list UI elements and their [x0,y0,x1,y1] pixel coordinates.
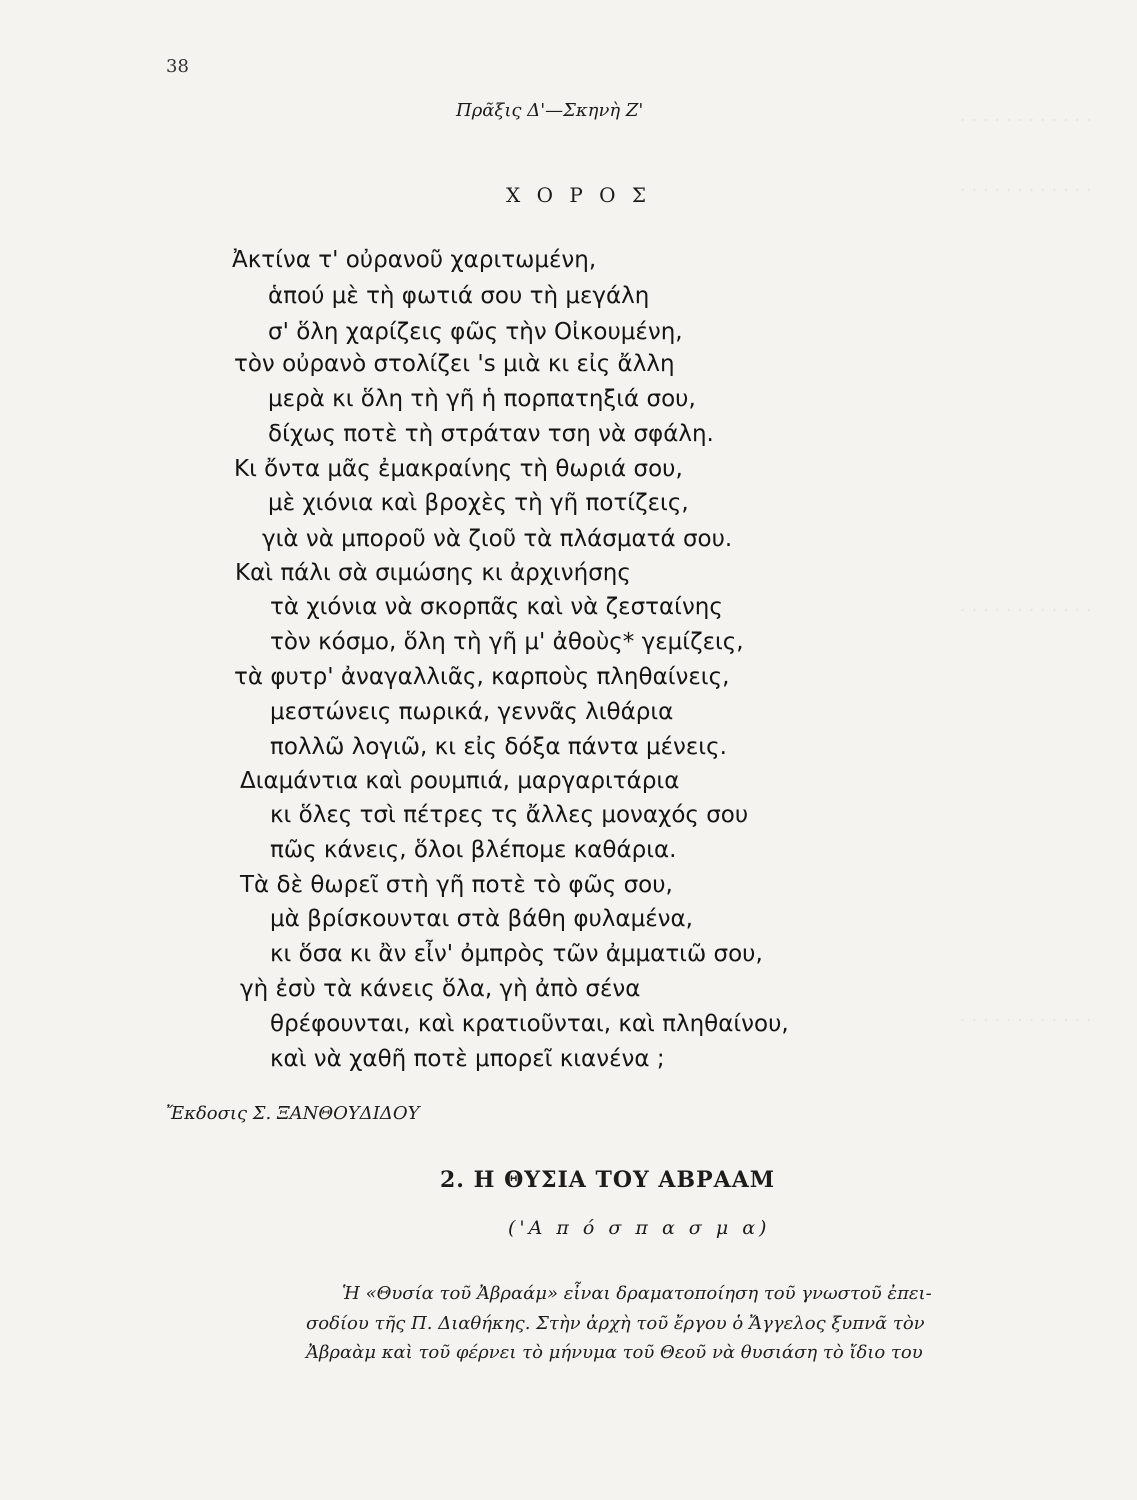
poem-line: Κι ὄντα μᾶς ἐμακραίνης τὴ θωριά σου, [234,456,683,482]
poem-line: Καὶ πάλι σὰ σιμώσης κι ἀρχινήσης [235,560,631,586]
poem-line: μὲ χιόνια καὶ βροχὲς τὴ γῆ ποτίζεις, [268,490,689,516]
poem-line: γὴ ἐσὺ τὰ κάνεις ὅλα, γὴ ἀπὸ σένα [240,976,641,1002]
section-title: 2. Η ΘΥΣΙΑ ΤΟΥ ΑΒΡΑΑΜ [440,1167,776,1193]
poem-line: πῶς κάνεις, ὅλοι βλέπομε καθάρια. [270,837,677,863]
running-head: Πρᾶξις Δ'—Σκηνὴ Ζ' [456,100,644,121]
poem-line: Ἀκτίνα τ' οὐρανοῦ χαριτωμένη, [232,247,597,273]
poem-line: Διαμάντια καὶ ρουμπιά, μαργαριτάρια [240,768,680,794]
poem-line: ἁπού μὲ τὴ φωτιά σου τὴ μεγάλη [268,283,650,309]
intro-line: Ἀβραὰμ καὶ τοῦ φέρνει τὸ μήνυμα τοῦ Θεοῦ νὰ θυσιάση τὸ ἴδιο του [306,1342,923,1363]
poem-line: σ' ὅλη χαρίζεις φῶς τὴν Οἰκουμένη, [268,319,683,345]
section-subtitle: ('Α π ό σ π α σ μ α) [508,1217,771,1239]
poem-line: τὰ φυτρ' ἀναγαλλιᾶς, καρποὺς πληθαίνεις, [234,664,730,690]
poem-line: μὰ βρίσκουνται στὰ βάθη φυλαμένα, [270,906,693,932]
edition-credit: Ἔκδοσις Σ. ΞΑΝΘΟΥΔΙΔΟΥ [166,1103,420,1124]
reverse-side-bleed-through: · · · · · · · · · · · · · · · · · · · · · · · · · · · · · · · · · · · · · · · · · · · · · · · · [960,110,1092,1031]
poem-line: Τὰ δὲ θωρεῖ στὴ γῆ ποτὲ τὸ φῶς σου, [240,872,673,898]
poem-line: κι ὅλες τσὶ πέτρες τς ἄλλες μοναχός σου [270,802,749,828]
poem-line: γιὰ νὰ μποροῦ νὰ ζιοῦ τὰ πλάσματά σου. [262,526,733,552]
poem-line: τὰ χιόνια νὰ σκορπᾶς καὶ νὰ ζεσταίνης [270,594,723,620]
poem-line: μεστώνεις πωρικά, γεννᾶς λιθάρια [270,699,674,725]
chorus-heading: Χ Ο Ρ Ο Σ [506,183,652,207]
poem-line: τὸν κόσμο, ὅλη τὴ γῆ μ' ἀθοὺς* γεμίζεις, [270,629,744,655]
page-number: 38 [166,56,189,77]
intro-line: σοδίου τῆς Π. Διαθήκης. Στὴν ἀρχὴ τοῦ ἔργου ὁ Ἄγγελος ξυπνᾶ τὸν [306,1313,925,1334]
poem-line: καὶ νὰ χαθῆ ποτὲ μπορεῖ κιανένα ; [270,1046,665,1072]
poem-line: τὸν οὐρανὸ στολίζει 's μιὰ κι εἰς ἄλλη [234,351,675,377]
poem-line: δίχως ποτὲ τὴ στράταν τση νὰ σφάλη. [268,421,714,447]
poem-line: κι ὅσα κι ἂν εἶν' ὀμπρὸς τῶν ἀμματιῶ σου, [270,941,763,967]
poem-line: πολλῶ λογιῶ, κι εἰς δόξα πάντα μένεις. [270,734,727,760]
intro-line: Ἡ «Θυσία τοῦ Ἀβραάμ» εἶναι δραματοποίηση τοῦ γνωστοῦ ἐπει- [342,1283,932,1304]
poem-line: μερὰ κι ὅλη τὴ γῆ ἡ πορπατηξιά σου, [268,386,696,412]
poem-line: θρέφουνται, καὶ κρατιοῦνται, καὶ πληθαίνου, [270,1011,789,1037]
